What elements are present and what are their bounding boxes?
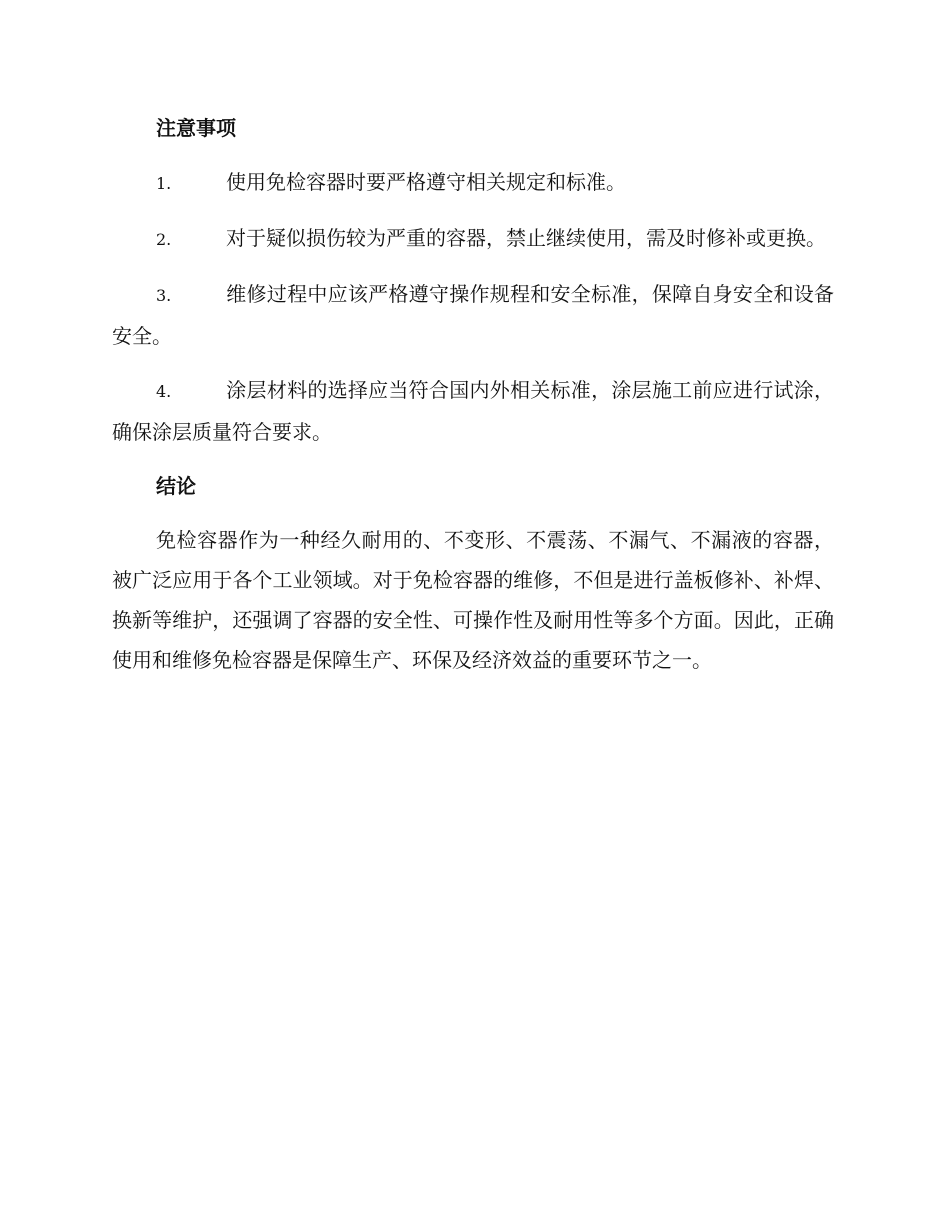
- conclusion-paragraph: 免检容器作为一种经久耐用的、不变形、不震荡、不漏气、不漏液的容器，被广泛应用于各个工业领域。对于免检容器的维修，不但是进行盖板修补、补焊、换新等维护，还强调了容器的安全性、可操作性及耐用性等多个方面。因此，正确使用和维修免检容器是保障生产、环保及经济效益的重要环节之一。: [112, 528, 834, 672]
- note-item-3: [112, 274, 834, 356]
- note-item-3-number: 3.: [156, 286, 172, 305]
- conclusion-heading: 结论: [156, 474, 196, 498]
- notes-heading: 注意事项: [156, 116, 236, 140]
- note-item-2: [112, 218, 834, 260]
- note-item-3-text: 维修过程中应该严格遵守操作规程和安全标准，保障自身安全和设备安全。: [112, 282, 834, 348]
- note-item-1-number: 1.: [156, 174, 172, 193]
- note-item-1: [112, 162, 834, 204]
- note-item-2-text: 对于疑似损伤较为严重的容器，禁止继续使用，需及时修补或更换。: [226, 226, 826, 250]
- note-item-4-number: 4.: [156, 382, 172, 401]
- note-item-2-number: 2.: [156, 230, 172, 249]
- note-item-4-text: 涂层材料的选择应当符合国内外相关标准，涂层施工前应进行试涂，确保涂层质量符合要求。: [112, 378, 834, 444]
- note-item-1-text: 使用免检容器时要严格遵守相关规定和标准。: [226, 170, 626, 194]
- note-item-4: [112, 370, 834, 452]
- document-page: [112, 108, 834, 680]
